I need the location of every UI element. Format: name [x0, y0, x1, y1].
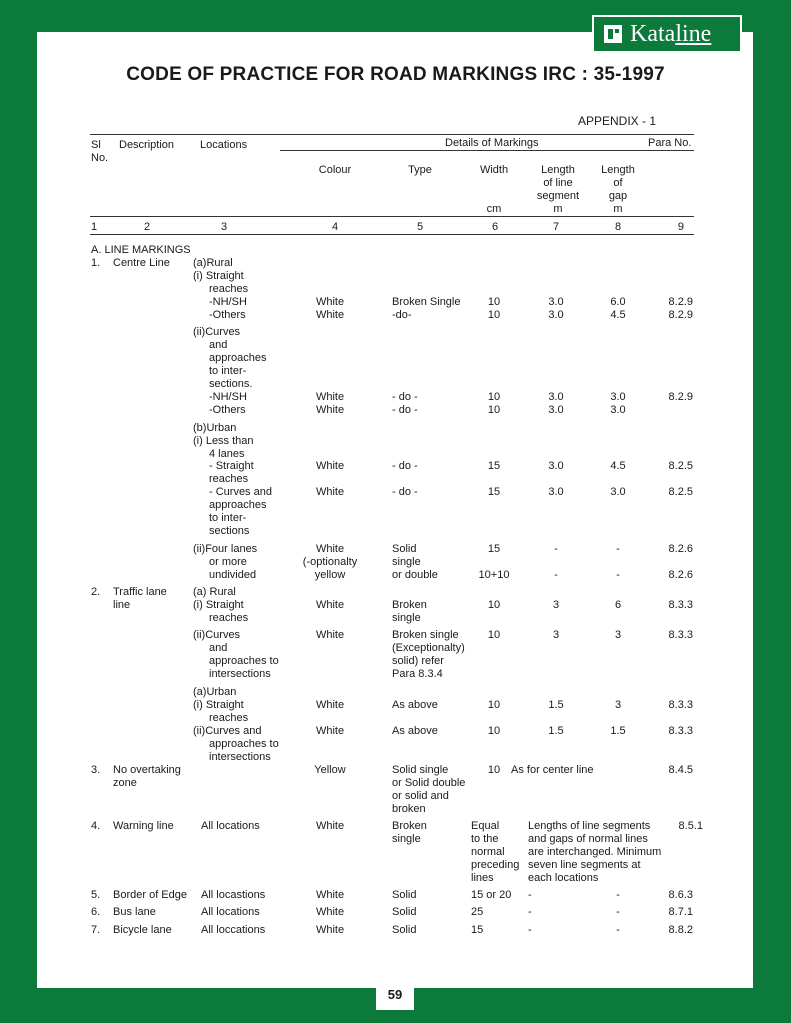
- cell-r4-desc: Warning line: [113, 820, 174, 832]
- cell-m4-colour: White: [315, 629, 345, 641]
- cell-r5-gap: -: [616, 889, 620, 901]
- cell-l16-para: 8.2.5: [668, 460, 693, 472]
- cell-l4-seg: 3.0: [548, 296, 564, 308]
- cell-l16: - Straight: [209, 460, 254, 472]
- cell-m9-width: 10: [487, 699, 501, 711]
- cell-r3-desc2: zone: [113, 777, 137, 789]
- cell-m4-type1: Broken single: [392, 629, 459, 641]
- cell-l22-gap: -: [616, 543, 620, 555]
- cell-l3: reaches: [209, 283, 249, 295]
- cell-r7-type: Solid: [392, 924, 417, 936]
- cell-l11-width: 10: [487, 391, 501, 403]
- cell-l18-width: 15: [487, 486, 501, 498]
- cell-l10: sections.: [209, 378, 253, 390]
- cell-l11: -NH/SH: [209, 391, 247, 403]
- cell-l5-gap: 4.5: [610, 309, 626, 321]
- header-width: Width: [479, 164, 509, 176]
- cell-l23-type: single: [392, 556, 421, 568]
- cell-l18-seg: 3.0: [548, 486, 564, 498]
- cell-l16-seg: 3.0: [548, 460, 564, 472]
- cell-r3-desc1: No overtaking: [113, 764, 181, 776]
- logo-suffix: line: [675, 21, 712, 47]
- cell-l13: (b)Urban: [193, 422, 237, 434]
- cell-l16-width: 15: [487, 460, 501, 472]
- cell-l24-para: 8.2.6: [668, 569, 693, 581]
- logo-prefix: Kata: [630, 21, 676, 47]
- header-gap-1: Length: [601, 164, 635, 176]
- cell-m10: reaches: [209, 712, 249, 724]
- cell-m2-seg: 3: [552, 599, 560, 611]
- col-num-1: 1: [91, 221, 98, 233]
- cell-l18-para: 8.2.5: [668, 486, 693, 498]
- cell-l5-width: 10: [487, 309, 501, 321]
- cell-r7-gap: -: [616, 924, 620, 936]
- cell-l4: -NH/SH: [209, 296, 247, 308]
- cell-r5-desc: Border of Edge: [113, 889, 187, 901]
- cell-r4-w1: Equal: [471, 820, 500, 832]
- cell-l24: undivided: [209, 569, 257, 581]
- cell-r6-gap: -: [616, 906, 620, 918]
- cell-r3-type4: broken: [392, 803, 426, 815]
- appendix-label: APPENDIX - 1: [578, 114, 657, 128]
- cell-m4-type2: (Exceptionalty): [392, 642, 465, 654]
- header-details: Details of Markings: [445, 137, 539, 149]
- col-num-5: 5: [416, 221, 424, 233]
- header-no: No.: [91, 152, 109, 164]
- cell-r4-no: 4.: [91, 820, 101, 832]
- cell-l12-seg: 3.0: [548, 404, 564, 416]
- cell-m12: approaches to: [209, 738, 279, 750]
- cell-r5-width: 15 or 20: [471, 889, 512, 901]
- cell-r4-n5: each locations: [528, 872, 599, 884]
- cell-r4-n4: seven line segments at: [528, 859, 641, 871]
- cell-r4-w4: preceding: [471, 859, 520, 871]
- cell-r3-colour: Yellow: [314, 764, 346, 776]
- cell-m4-para: 8.3.3: [668, 629, 693, 641]
- cell-l1: (a)Rural: [193, 257, 233, 269]
- header-colour: Colour: [318, 164, 352, 176]
- logo-text: [630, 22, 711, 46]
- cell-r7-desc: Bicycle lane: [113, 924, 172, 936]
- cell-l17: reaches: [209, 473, 249, 485]
- cell-l16-colour: White: [315, 460, 345, 472]
- cell-m4-gap: 3: [614, 629, 622, 641]
- col-num-9: 9: [677, 221, 684, 233]
- cell-l24-type: or double: [392, 569, 438, 581]
- header-seg-1: Length: [541, 164, 575, 176]
- cell-l22-type: Solid: [392, 543, 417, 555]
- cell-r6-no: 6.: [91, 906, 101, 918]
- header-gap-4: m: [613, 203, 623, 215]
- cell-l11-type: - do -: [392, 391, 418, 403]
- cell-m3: reaches: [209, 612, 249, 624]
- cell-l5: -Others: [209, 309, 246, 321]
- cell-r4-type1: Broken: [392, 820, 427, 832]
- cell-l5-seg: 3.0: [548, 309, 564, 321]
- header-type: Type: [408, 164, 432, 176]
- cell-l5-para: 8.2.9: [668, 309, 693, 321]
- cell-l2: (i) Straight: [193, 270, 244, 282]
- cell-l12-gap: 3.0: [610, 404, 626, 416]
- header-gap-2: of: [613, 177, 623, 189]
- header-seg-2: of line: [543, 177, 573, 189]
- cell-r5-seg: -: [528, 889, 532, 901]
- cell-l22-seg: -: [554, 543, 558, 555]
- cell-r5-loc: All locastions: [201, 889, 266, 901]
- cell-l22-colour: White: [315, 543, 345, 555]
- section-title: A. LINE MARKINGS: [91, 244, 191, 256]
- header-bottom-rule: [90, 216, 694, 217]
- cell-l18-type: - do -: [392, 486, 418, 498]
- cell-l18-colour: White: [315, 486, 345, 498]
- header-para: Para No.: [648, 137, 692, 149]
- header-seg-3: segment: [536, 190, 580, 202]
- cell-m11-type: As above: [392, 725, 438, 737]
- cell-r3-type2: or Solid double: [392, 777, 466, 789]
- cell-m11: (ii)Curves and: [193, 725, 262, 737]
- cell-r2-desc2: line: [113, 599, 131, 611]
- cell-m6: approaches to: [209, 655, 279, 667]
- cell-r7-width: 15: [471, 924, 484, 936]
- cell-m5: and: [209, 642, 228, 654]
- cell-r7-colour: White: [315, 924, 345, 936]
- cell-l5-colour: White: [315, 309, 345, 321]
- cell-r3-width: 10: [487, 764, 501, 776]
- cell-r4-n1: Lengths of line segments: [528, 820, 651, 832]
- kataline-logo: [592, 15, 742, 53]
- cell-l12-colour: White: [315, 404, 345, 416]
- header-description: Description: [119, 139, 175, 151]
- cell-m11-para: 8.3.3: [668, 725, 693, 737]
- cell-m11-width: 10: [487, 725, 501, 737]
- cell-l4-gap: 6.0: [610, 296, 626, 308]
- cell-l20: to inter-: [209, 512, 247, 524]
- cell-l11-gap: 3.0: [610, 391, 626, 403]
- numbers-bottom-rule: [90, 234, 694, 235]
- cell-r4-type2: single: [392, 833, 421, 845]
- page-number: 59: [376, 982, 414, 1010]
- cell-r3-seg: As for center line: [511, 764, 594, 776]
- cell-l12: -Others: [209, 404, 246, 416]
- cell-m2-para: 8.3.3: [668, 599, 693, 611]
- cell-m8: (a)Urban: [193, 686, 237, 698]
- cell-m9-gap: 3: [614, 699, 622, 711]
- table-top-rule: [90, 134, 694, 135]
- cell-l19: approaches: [209, 499, 267, 511]
- cell-r5-no: 5.: [91, 889, 101, 901]
- cell-m11-colour: White: [315, 725, 345, 737]
- cell-l23-colour: (-optionalty: [302, 556, 358, 568]
- cell-r3-para: 8.4.5: [668, 764, 693, 776]
- cell-m9-para: 8.3.3: [668, 699, 693, 711]
- cell-r4-w5: lines: [471, 872, 494, 884]
- cell-r7-no: 7.: [91, 924, 101, 936]
- cell-m2-colour: White: [315, 599, 345, 611]
- document-title: CODE OF PRACTICE FOR ROAD MARKINGS IRC : 35-1997: [126, 64, 665, 85]
- cell-l9: to inter-: [209, 365, 247, 377]
- cell-l23: or more: [209, 556, 247, 568]
- cell-r5-colour: White: [315, 889, 345, 901]
- cell-l11-seg: 3.0: [548, 391, 564, 403]
- cell-l21: sections: [209, 525, 250, 537]
- cell-r3-type3: or solid and: [392, 790, 449, 802]
- cell-r2-desc1: Traffic lane: [113, 586, 167, 598]
- cell-r6-type: Solid: [392, 906, 417, 918]
- cell-r6-para: 8.7.1: [668, 906, 693, 918]
- header-sl: Sl: [91, 139, 101, 151]
- cell-l4-para: 8.2.9: [668, 296, 693, 308]
- cell-r4-n3: are interchanged. Minimum: [528, 846, 662, 858]
- cell-l24-seg: -: [554, 569, 558, 581]
- col-num-8: 8: [614, 221, 622, 233]
- cell-l5-type: -do-: [392, 309, 412, 321]
- cell-m9-colour: White: [315, 699, 345, 711]
- col-num-2: 2: [143, 221, 151, 233]
- cell-m2-type2: single: [392, 612, 421, 624]
- cell-r6-width: 25: [471, 906, 484, 918]
- cell-r3-no: 3.: [91, 764, 101, 776]
- cell-l22-width: 15: [487, 543, 501, 555]
- cell-m2-type1: Broken: [392, 599, 427, 611]
- cell-l24-width: 10+10: [478, 569, 510, 581]
- cell-l18-gap: 3.0: [610, 486, 626, 498]
- col-num-6: 6: [491, 221, 499, 233]
- cell-m11-gap: 1.5: [610, 725, 626, 737]
- cell-r3-type1: Solid single: [392, 764, 449, 776]
- header-gap-3: gap: [608, 190, 628, 202]
- cell-l4-type: Broken Single: [392, 296, 461, 308]
- cell-m2-gap: 6: [614, 599, 622, 611]
- col-num-3: 3: [220, 221, 228, 233]
- cell-l24-gap: -: [616, 569, 620, 581]
- cell-m7: intersections: [209, 668, 271, 680]
- cell-r5-para: 8.6.3: [668, 889, 693, 901]
- cell-l18: - Curves and: [209, 486, 272, 498]
- cell-l16-gap: 4.5: [610, 460, 626, 472]
- cell-m9: (i) Straight: [193, 699, 244, 711]
- cell-m1: (a) Rural: [193, 586, 236, 598]
- col-num-7: 7: [552, 221, 560, 233]
- cell-l11-colour: White: [315, 391, 345, 403]
- cell-r5-type: Solid: [392, 889, 417, 901]
- cell-m4: (ii)Curves: [193, 629, 241, 641]
- cell-r4-w2: to the: [471, 833, 499, 845]
- cell-l14: (i) Less than: [193, 435, 254, 447]
- cell-l16-type: - do -: [392, 460, 418, 472]
- cell-l12-width: 10: [487, 404, 501, 416]
- cell-r4-n2: and gaps of normal lines: [528, 833, 648, 845]
- cell-m9-type: As above: [392, 699, 438, 711]
- cell-l11-para: 8.2.9: [668, 391, 693, 403]
- cell-l4-colour: White: [315, 296, 345, 308]
- cell-r7-seg: -: [528, 924, 532, 936]
- cell-l22-para: 8.2.6: [668, 543, 693, 555]
- cell-m4-seg: 3: [552, 629, 560, 641]
- cell-r4-colour: White: [315, 820, 345, 832]
- cell-m13: intersections: [209, 751, 271, 763]
- cell-l8: approaches: [209, 352, 267, 364]
- cell-r6-colour: White: [315, 906, 345, 918]
- header-locations: Locations: [200, 139, 248, 151]
- col-num-4: 4: [331, 221, 339, 233]
- cell-l22: (ii)Four lanes: [193, 543, 258, 555]
- cell-m4-width: 10: [487, 629, 501, 641]
- cell-r6-loc: All locations: [201, 906, 260, 918]
- cell-r7-loc: All loccations: [201, 924, 266, 936]
- cell-r4-w3: normal: [471, 846, 505, 858]
- details-rule: [280, 150, 694, 151]
- cell-l7: and: [209, 339, 228, 351]
- header-width-unit: cm: [486, 203, 502, 215]
- cell-m9-seg: 1.5: [548, 699, 564, 711]
- cell-l12-type: - do -: [392, 404, 418, 416]
- cell-m2: (i) Straight: [193, 599, 244, 611]
- cell-m4-type4: Para 8.3.4: [392, 668, 443, 680]
- cell-m2-width: 10: [487, 599, 501, 611]
- cell-l15: 4 lanes: [209, 448, 245, 460]
- cell-r2-no: 2.: [91, 586, 101, 598]
- cell-r1-desc: Centre Line: [113, 257, 170, 269]
- kataline-logo-icon: [604, 25, 622, 43]
- cell-l24-colour: yellow: [314, 569, 346, 581]
- cell-r1-no: 1.: [91, 257, 101, 269]
- cell-m4-type3: solid) refer: [392, 655, 444, 667]
- cell-l4-width: 10: [487, 296, 501, 308]
- header-seg-4: m: [553, 203, 563, 215]
- cell-r4-para: 8.5.1: [678, 820, 703, 832]
- cell-r6-seg: -: [528, 906, 532, 918]
- cell-r6-desc: Bus lane: [113, 906, 156, 918]
- cell-r4-loc: All locations: [201, 820, 260, 832]
- cell-l6: (ii)Curves: [193, 326, 241, 338]
- cell-m11-seg: 1.5: [548, 725, 564, 737]
- cell-r7-para: 8.8.2: [668, 924, 693, 936]
